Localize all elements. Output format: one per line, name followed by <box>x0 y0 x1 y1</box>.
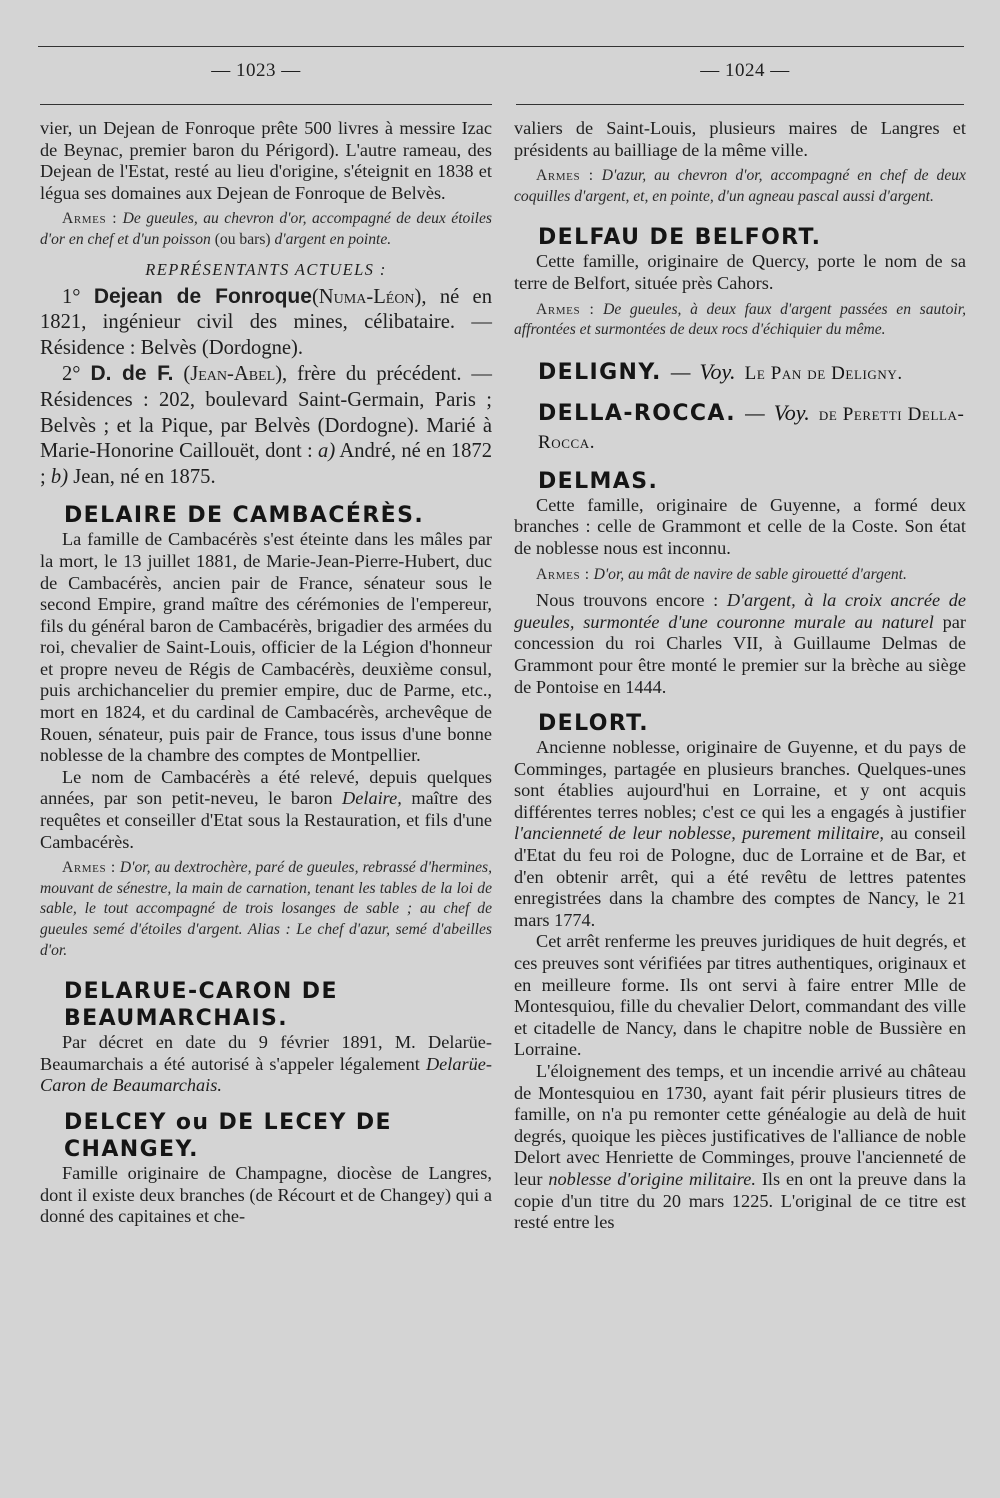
paragraph-delort-3: L'éloignement des temps, et un incendie arrivé au château de Montesquiou en 1730, ayant fait périr plusieurs titres de famille, on n'a pu remonter cette généalogie au delà de huit degrés, quoique les pièces justificatives de l'alliance de noble Delort avec Henriette de Comminges, prouve l'ancienneté de leur noblesse d'origine militaire. Ils en ont la preuve dans la copie d'un titre du 20 mars 1225. L'original de ce titre est resté entre les <box>514 1061 966 1233</box>
top-rule <box>38 46 964 47</box>
paragraph-cambaceres-1: La famille de Cambacérès s'est éteinte dans les mâles par la mort, le 13 juillet 1881, de Marie-Jean-Pierre-Hubert, duc de Cambacérès, ancien pair de France, sénateur sous le second Empire, grand maître des cérémonies de l'empereur, fils du général baron de Cambacérès, brigadier des armées du roi, chevalier de Saint-Louis, officier de la Légion d'honneur et propre neveu de Régis de Cambacérès, deuxième consul, puis archichancelier du premier empire, duc de Parme, etc., mort en 1824, et du cardinal de Cambacérès, archevêque de Rouen, sénateur, puis pair de France, tous issus d'une bonne noblesse de la chambre des comptes de Montpellier. <box>40 529 492 766</box>
header-rule-right <box>516 104 964 105</box>
arms-label: Armes : <box>536 167 594 185</box>
arms-label: Armes : <box>62 210 118 228</box>
paragraph-delfau: Cette famille, originaire de Quercy, porte le nom de sa terre de Belfort, située près Cahors. <box>514 251 966 293</box>
heading-delfau-de-belfort: DELFAU DE BELFORT. <box>538 225 822 251</box>
arms-label: Armes : <box>536 300 595 318</box>
representative-name: D. de F. <box>90 362 174 386</box>
representative-name: Dejean de Fonroque <box>93 284 312 308</box>
paragraph-fonroque-continuation: vier, un Dejean de Fonroque prête 500 livres à messire Izac de Beynac, premier baron du Périgord). L'autre rameau, des Dejean de l'Estat, resté au lieu d'origine, s'éteignit en 1838 et légua ses domaines aux Dejean de Fonroque de Belvès. <box>40 118 492 203</box>
heading-delmas: DELMAS. <box>538 468 659 494</box>
paragraph-cambaceres-2: Le nom de Cambacérès a été relevé, depuis quelques années, par son petit-neveu, le baron Delaire, maître des requêtes et conseiller d'Etat sous la Restauration, et fils d'une Cambacérès. <box>40 766 492 852</box>
heading-delaire-de-cambaceres: DELAIRE DE CAMBACÉRÈS. <box>64 503 425 529</box>
representatives-heading: REPRÉSENTANTS ACTUELS : <box>145 259 387 279</box>
paragraph-delort-2: Cet arrêt renferme les preuves juridiques de huit degrés, et ces preuves sont vérifiées par titres authentiques, originaux et en meilleure forme. Ils ont servi à faire entrer Mlle de Montesquiou, fille du chevalier Delort, commandant des ville et citadelle de Nancy, dans le chapitre noble de Bussière en Lorraine. <box>514 931 966 1060</box>
arms-label: Armes : <box>62 859 116 877</box>
header-rule-left <box>40 104 492 105</box>
arms-delmas: Armes : D'or, au mât de navire de sable girouetté d'argent. <box>536 565 907 583</box>
arms-label: Armes : <box>536 565 590 583</box>
representative-1: 1° Dejean de Fonroque(Numa-Léon), né en 1821, ingénieur civil des mines, célibataire. — Résidence : Belvès (Dordogne). <box>40 284 492 359</box>
paragraph-delarue: Par décret en date du 9 février 1891, M. Delarüe-Beaumarchais a été autorisé à s'appeler légalement Delarüe-Caron de Beaumarchais. <box>40 1032 492 1096</box>
left-column <box>40 118 492 1228</box>
arms-cambaceres: Armes : D'or, au dextrochère, paré de gueules, rebrassé d'hermines, mouvant de sénestre, la main de carnation, tenant les tables de la loi de sable, le tout accompagné de trois losanges de sable ; au chef de gueules semé d'étoiles d'argent. Alias : Le chef d'azur, semé d'abeilles d'or. <box>40 859 492 959</box>
paragraph-delcey-continuation: valiers de Saint-Louis, plusieurs maires de Langres et présidents au bailliage de la même ville. <box>514 118 966 160</box>
heading-della-rocca: DELLA-ROCCA. — Voy. de Peretti Della-Rocca. <box>538 399 965 453</box>
representative-2: 2° D. de F. (Jean-Abel), frère du précédent. — Résidences : 202, boulevard Saint-Germain, Paris ; Belvès ; et la Pique, par Belvès (Dordogne). Marié à Marie-Honorine Caillouët, dont : a) André, né en 1872 ; b) Jean, né en 1875. <box>40 362 493 488</box>
arms-delcey: Armes : D'azur, au chevron d'or, accompagné en chef de deux coquilles d'argent, et, en pointe, d'un agneau pascal aussi d'argent. <box>514 167 966 205</box>
page-number-left: — 1023 — <box>211 60 301 81</box>
paragraph-delcey: Famille originaire de Champagne, diocèse de Langres, dont il existe deux branches (de Récourt et de Changey) qui a donné des capitaines et che- <box>40 1162 492 1227</box>
right-column <box>514 118 966 1234</box>
arms-fonroque: Armes : De gueules, au chevron d'or, accompagné de deux étoiles d'or en chef et d'un poisson (ou bars) d'argent en pointe. <box>40 210 492 248</box>
heading-deligny: DELIGNY. — Voy. Le Pan de Deligny. <box>538 358 903 385</box>
arms-delfau: Armes : De gueules, à deux faux d'argent passées en sautoir, affrontées et surmontées de deux rocs d'échiquier du même. <box>514 300 966 339</box>
paragraph-delmas-2: Nous trouvons encore : D'argent, à la croix ancrée de gueules, surmontée d'une couronne murale au naturel par concession du roi Charles VII, à Guillaume Delmas de Grammont pour être monté le premier sur la brèche au siège de Pontoise en 1444. <box>514 590 967 697</box>
heading-delcey: DELCEY ou DE LECEY DE CHANGEY. <box>64 1109 392 1162</box>
paragraph-delmas-1: Cette famille, originaire de Guyenne, a formé deux branches : celle de Grammont et celle de la Coste. Son état de noblesse nous est inconnu. <box>514 494 966 558</box>
heading-delarue-caron: DELARUE-CARON DE BEAUMARCHAIS. <box>64 979 338 1032</box>
paragraph-delort-1: Ancienne noblesse, originaire de Guyenne, et du pays de Comminges, partagée en plusieurs branches. Quelques-unes sont établies aujourd'hui en Lorraine, et y ont acquis différentes terres nobles; c'est ce qui les a engagés à justifier l'ancienneté de leur noblesse, purement militaire, au conseil d'Etat du feu roi de Pologne, duc de Lorraine et de Bar, et d'en obtenir arrêt, qui a été revêtu de lettres patentes enregistrées dans la chambre des comptes de Nancy, le 21 mars 1774. <box>514 737 966 930</box>
heading-delort: DELORT. <box>538 711 650 737</box>
page-number-right: — 1024 — <box>700 60 790 81</box>
